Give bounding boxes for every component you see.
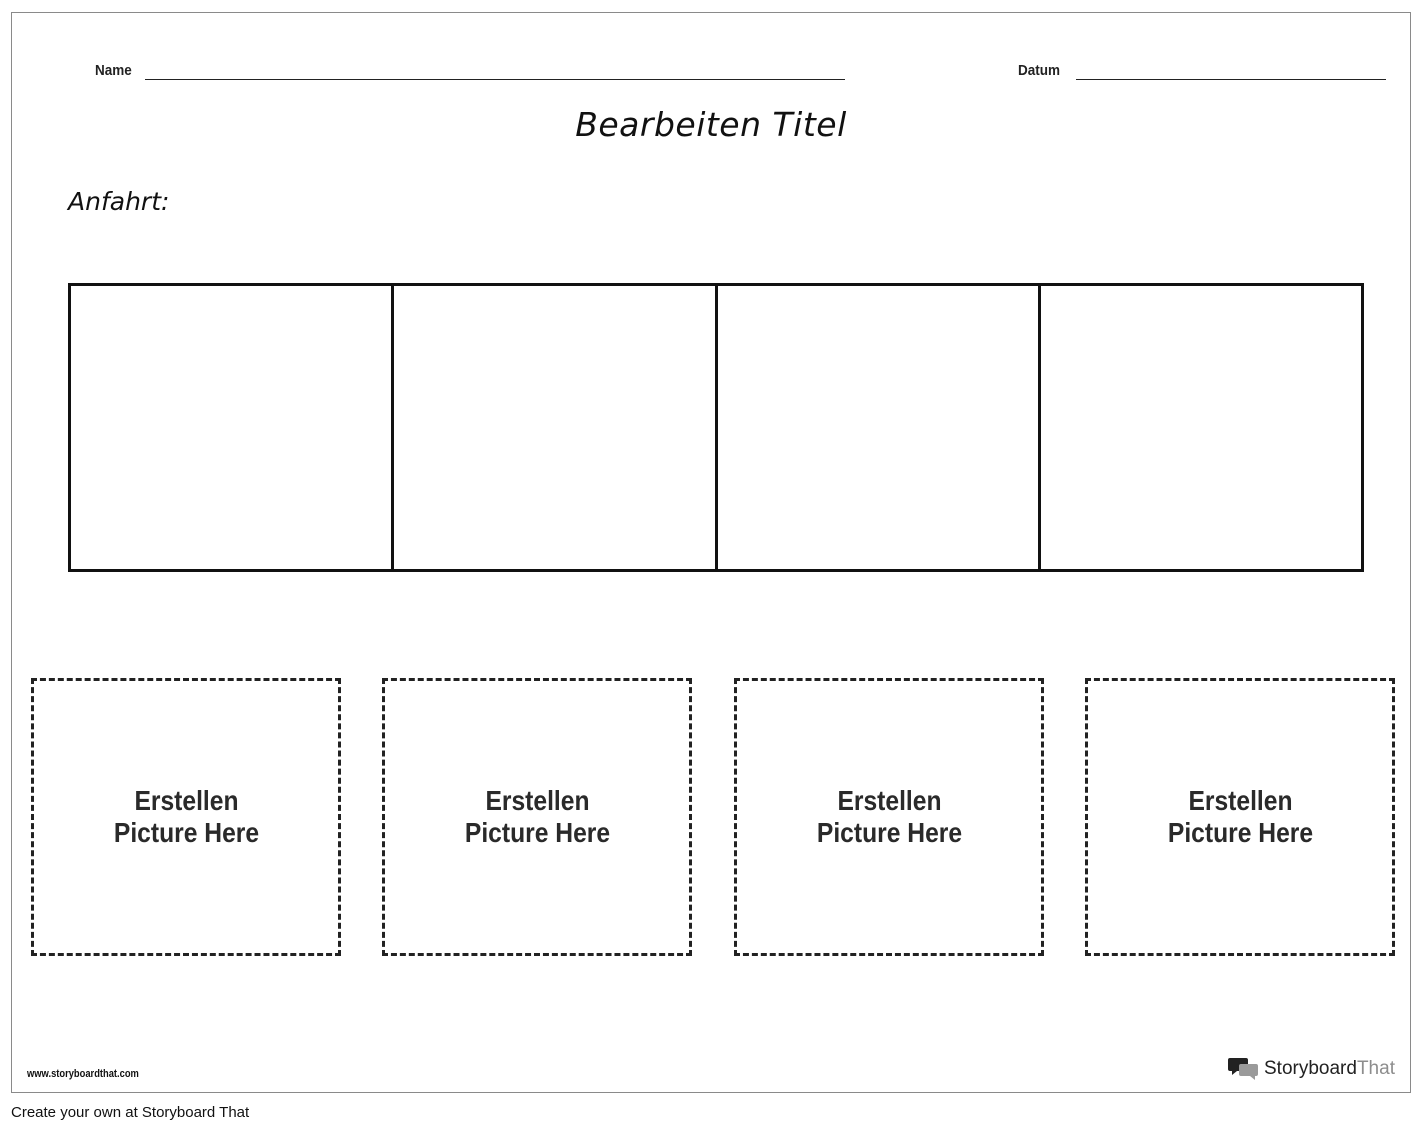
picture-placeholder-line1: Erstellen <box>836 785 942 816</box>
strip-cell[interactable] <box>71 286 394 569</box>
strip-cell[interactable] <box>394 286 717 569</box>
picture-placeholder-text <box>816 785 961 849</box>
create-your-own-link[interactable]: Create your own at Storyboard That <box>11 1104 250 1121</box>
picture-placeholder-line1: Erstellen <box>484 785 590 816</box>
picture-placeholder-line2: Picture Here <box>464 817 610 848</box>
picture-placeholder-text <box>1167 785 1312 849</box>
picture-placeholder[interactable] <box>31 678 341 956</box>
picture-placeholder-line2: Picture Here <box>113 817 259 848</box>
speech-bubbles-icon <box>1228 1056 1260 1082</box>
brand-name <box>1264 1058 1395 1080</box>
picture-placeholder[interactable] <box>382 678 692 956</box>
name-field-line[interactable] <box>145 79 845 80</box>
storyboard-strip <box>68 283 1364 572</box>
storyboardthat-logo <box>1228 1056 1395 1082</box>
picture-placeholder[interactable] <box>734 678 1044 956</box>
picture-placeholder-line2: Picture Here <box>816 817 962 848</box>
directions-label: Anfahrt: <box>68 187 170 216</box>
picture-placeholder-text <box>464 785 609 849</box>
brand-name-dark: Storyboard <box>1264 1058 1357 1079</box>
picture-placeholder-line2: Picture Here <box>1167 817 1313 848</box>
worksheet-page <box>11 12 1411 1093</box>
brand-name-light: That <box>1356 1058 1395 1079</box>
website-url: www.storyboardthat.com <box>27 1068 139 1080</box>
picture-placeholder-text <box>113 785 258 849</box>
worksheet-title[interactable]: Bearbeiten Titel <box>575 105 847 144</box>
strip-cell[interactable] <box>718 286 1041 569</box>
date-label: Datum <box>1018 62 1061 79</box>
strip-cell[interactable] <box>1041 286 1361 569</box>
picture-placeholder-line1: Erstellen <box>133 785 239 816</box>
name-label: Name <box>95 62 132 79</box>
picture-placeholder[interactable] <box>1085 678 1395 956</box>
date-field-line[interactable] <box>1076 79 1386 80</box>
picture-placeholder-line1: Erstellen <box>1187 785 1293 816</box>
